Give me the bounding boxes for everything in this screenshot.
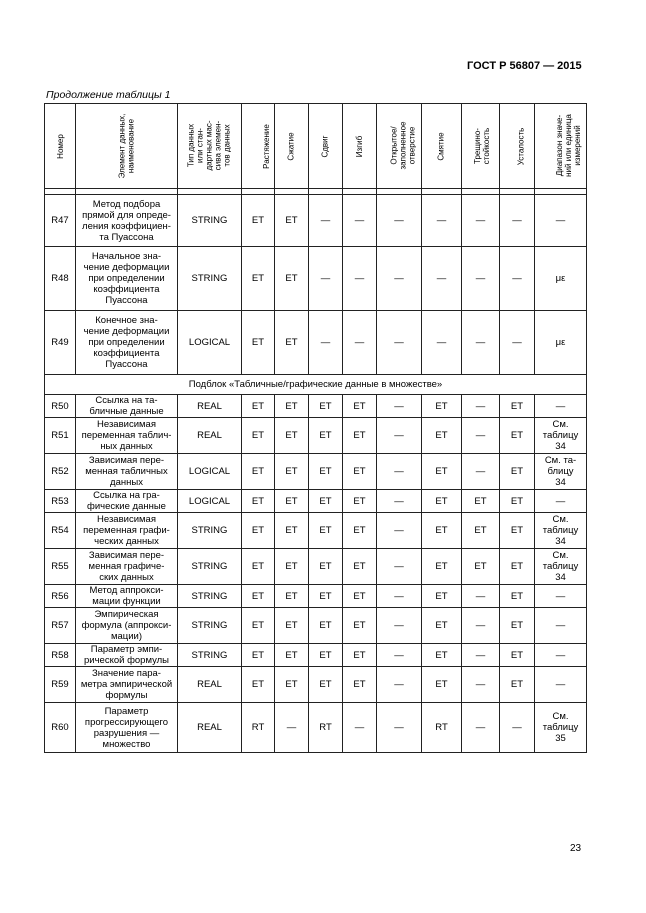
row-number: R60	[45, 703, 76, 753]
test-mark: —	[309, 247, 343, 311]
test-mark: —	[462, 195, 500, 247]
value-range: —	[535, 395, 587, 418]
table-row	[45, 395, 587, 418]
column-header-label: Растяжение	[261, 123, 271, 169]
table-row	[45, 454, 587, 490]
column-header-label: Тип данных или стан- дартных мас- сива элемен- тов данных	[187, 120, 232, 171]
test-mark: ET	[275, 513, 309, 549]
table-row	[45, 247, 587, 311]
test-mark: ET	[242, 490, 275, 513]
test-mark: ET	[343, 513, 377, 549]
test-mark: —	[275, 703, 309, 753]
page-number: 23	[570, 843, 582, 854]
subsection-row	[45, 375, 587, 395]
table-row	[45, 667, 587, 703]
column-header-label: Открытое/ заполненное отверстие	[389, 121, 417, 170]
test-mark: ET	[422, 608, 462, 644]
test-mark: —	[500, 247, 535, 311]
table-row	[45, 195, 587, 247]
test-mark: ET	[343, 418, 377, 454]
column-header	[377, 104, 422, 189]
data-type: LOGICAL	[178, 311, 242, 375]
table-caption: Продолжение таблицы 1	[46, 89, 171, 101]
element-name: Значение пара- метра эмпирической формулы	[76, 667, 178, 703]
row-number: R49	[45, 311, 76, 375]
row-number: R55	[45, 549, 76, 585]
column-header	[178, 104, 242, 189]
test-mark: —	[422, 247, 462, 311]
test-mark: ET	[500, 549, 535, 585]
test-mark: ET	[309, 454, 343, 490]
column-header-label: Изгиб	[354, 135, 364, 157]
test-mark: ET	[275, 195, 309, 247]
element-name: Независимая переменная графи- ческих данных	[76, 513, 178, 549]
test-mark: —	[500, 703, 535, 753]
column-header	[500, 104, 535, 189]
row-number: R50	[45, 395, 76, 418]
row-number: R52	[45, 454, 76, 490]
row-number: R48	[45, 247, 76, 311]
value-range: См. таблицу 34	[535, 418, 587, 454]
data-table	[44, 103, 587, 753]
test-mark: ET	[275, 395, 309, 418]
element-name: Независимая переменная таблич- ных данных	[76, 418, 178, 454]
test-mark: ET	[422, 513, 462, 549]
test-mark: ET	[500, 513, 535, 549]
table-row	[45, 585, 587, 608]
test-mark: ET	[242, 644, 275, 667]
test-mark: —	[462, 644, 500, 667]
row-number: R56	[45, 585, 76, 608]
table-row	[45, 311, 587, 375]
column-header-label: Трещино- стойкость	[473, 127, 492, 164]
test-mark: ET	[343, 490, 377, 513]
test-mark: ET	[343, 395, 377, 418]
test-mark: —	[500, 311, 535, 375]
test-mark: ET	[343, 608, 377, 644]
test-mark: —	[462, 311, 500, 375]
test-mark: ET	[462, 490, 500, 513]
test-mark: —	[343, 311, 377, 375]
table-row	[45, 608, 587, 644]
test-mark: ET	[242, 513, 275, 549]
test-mark: ET	[275, 247, 309, 311]
test-mark: —	[343, 195, 377, 247]
column-header-label: Сжатие	[286, 131, 296, 161]
data-type: STRING	[178, 644, 242, 667]
test-mark: ET	[275, 454, 309, 490]
test-mark: ET	[500, 454, 535, 490]
test-mark: ET	[242, 608, 275, 644]
test-mark: ET	[500, 667, 535, 703]
element-name: Параметр эмпи- рической формулы	[76, 644, 178, 667]
column-header-label: Номер	[55, 133, 65, 159]
column-header	[422, 104, 462, 189]
test-mark: ET	[275, 608, 309, 644]
column-header-label: Смятие	[436, 131, 446, 161]
value-range: —	[535, 667, 587, 703]
column-header-label: Диапазон значе- ний или единица измерений	[554, 114, 582, 177]
test-mark: ET	[242, 195, 275, 247]
test-mark: ET	[242, 667, 275, 703]
table-row	[45, 513, 587, 549]
value-range: με	[535, 311, 587, 375]
test-mark: —	[462, 395, 500, 418]
test-mark: ET	[343, 667, 377, 703]
test-mark: ET	[309, 513, 343, 549]
element-name: Зависимая пере- менная графиче- ских данных	[76, 549, 178, 585]
test-mark: ET	[242, 247, 275, 311]
test-mark: ET	[422, 395, 462, 418]
test-mark: —	[377, 513, 422, 549]
test-mark: —	[377, 549, 422, 585]
test-mark: —	[377, 667, 422, 703]
test-mark: ET	[422, 418, 462, 454]
value-range: См. та- блицу 34	[535, 454, 587, 490]
element-name: Ссылка на та- бличные данные	[76, 395, 178, 418]
test-mark: RT	[309, 703, 343, 753]
element-name: Зависимая пере- менная табличных данных	[76, 454, 178, 490]
data-type: REAL	[178, 418, 242, 454]
data-type: STRING	[178, 195, 242, 247]
element-name: Конечное зна- чение деформации при определении коэффициента Пуассона	[76, 311, 178, 375]
test-mark: —	[500, 195, 535, 247]
test-mark: —	[377, 311, 422, 375]
test-mark: ET	[275, 549, 309, 585]
column-header-label: Элемент данных, наименование	[117, 113, 136, 178]
test-mark: ET	[422, 549, 462, 585]
column-header	[76, 104, 178, 189]
data-type: STRING	[178, 549, 242, 585]
data-type: LOGICAL	[178, 454, 242, 490]
test-mark: ET	[462, 549, 500, 585]
test-mark: ET	[242, 454, 275, 490]
test-mark: ET	[309, 644, 343, 667]
row-number: R59	[45, 667, 76, 703]
column-header	[309, 104, 343, 189]
test-mark: ET	[500, 585, 535, 608]
test-mark: ET	[309, 418, 343, 454]
test-mark: ET	[242, 418, 275, 454]
test-mark: ET	[500, 644, 535, 667]
test-mark: ET	[422, 490, 462, 513]
column-header-label: Усталость	[516, 127, 526, 165]
test-mark: ET	[309, 667, 343, 703]
test-mark: ET	[242, 311, 275, 375]
test-mark: ET	[275, 311, 309, 375]
test-mark: —	[462, 667, 500, 703]
test-mark: —	[462, 247, 500, 311]
data-type: REAL	[178, 395, 242, 418]
test-mark: —	[309, 195, 343, 247]
test-mark: ET	[343, 644, 377, 667]
value-range: —	[535, 644, 587, 667]
table-row	[45, 549, 587, 585]
test-mark: —	[462, 585, 500, 608]
test-mark: ET	[422, 667, 462, 703]
test-mark: —	[377, 195, 422, 247]
element-name: Эмпирическая формула (аппрокси- мации)	[76, 608, 178, 644]
standard-number: ГОСТ Р 56807 — 2015	[467, 60, 582, 72]
test-mark: —	[377, 395, 422, 418]
test-mark: ET	[500, 395, 535, 418]
test-mark: ET	[500, 490, 535, 513]
data-type: STRING	[178, 513, 242, 549]
test-mark: ET	[343, 454, 377, 490]
row-number: R51	[45, 418, 76, 454]
element-name: Метод аппрокси- мации функции	[76, 585, 178, 608]
column-header	[535, 104, 587, 189]
value-range: См. таблицу 34	[535, 549, 587, 585]
column-header	[343, 104, 377, 189]
test-mark: —	[377, 247, 422, 311]
column-header	[462, 104, 500, 189]
value-range: См. таблицу 35	[535, 703, 587, 753]
test-mark: —	[309, 311, 343, 375]
test-mark: —	[462, 703, 500, 753]
value-range: —	[535, 608, 587, 644]
row-number: R54	[45, 513, 76, 549]
test-mark: —	[377, 585, 422, 608]
test-mark: ET	[275, 667, 309, 703]
element-name: Ссылка на гра- фические данные	[76, 490, 178, 513]
test-mark: RT	[242, 703, 275, 753]
test-mark: —	[377, 644, 422, 667]
test-mark: ET	[242, 585, 275, 608]
test-mark: ET	[462, 513, 500, 549]
row-number: R58	[45, 644, 76, 667]
test-mark: —	[422, 195, 462, 247]
data-type: STRING	[178, 247, 242, 311]
test-mark: ET	[343, 549, 377, 585]
test-mark: ET	[309, 608, 343, 644]
element-name: Начальное зна- чение деформации при определении коэффициента Пуассона	[76, 247, 178, 311]
value-range: —	[535, 585, 587, 608]
value-range: —	[535, 490, 587, 513]
test-mark: ET	[422, 644, 462, 667]
element-name: Параметр прогрессирующего разрушения — множество	[76, 703, 178, 753]
test-mark: —	[377, 454, 422, 490]
test-mark: ET	[500, 418, 535, 454]
table-row	[45, 490, 587, 513]
test-mark: —	[462, 454, 500, 490]
test-mark: ET	[242, 395, 275, 418]
test-mark: —	[462, 418, 500, 454]
test-mark: RT	[422, 703, 462, 753]
test-mark: ET	[422, 585, 462, 608]
test-mark: ET	[343, 585, 377, 608]
element-name: Метод подбора прямой для опреде- ления коэффициен- та Пуассона	[76, 195, 178, 247]
test-mark: —	[422, 311, 462, 375]
test-mark: ET	[500, 608, 535, 644]
test-mark: ET	[309, 490, 343, 513]
data-type: LOGICAL	[178, 490, 242, 513]
row-number: R53	[45, 490, 76, 513]
test-mark: ET	[275, 490, 309, 513]
test-mark: ET	[309, 585, 343, 608]
test-mark: —	[343, 703, 377, 753]
test-mark: ET	[309, 549, 343, 585]
row-number: R47	[45, 195, 76, 247]
row-number: R57	[45, 608, 76, 644]
test-mark: ET	[242, 549, 275, 585]
data-type: STRING	[178, 585, 242, 608]
test-mark: ET	[275, 418, 309, 454]
column-header	[242, 104, 275, 189]
test-mark: —	[377, 418, 422, 454]
table-header-row	[45, 104, 587, 189]
test-mark: ET	[275, 644, 309, 667]
column-header-label: Сдвиг	[321, 134, 330, 158]
column-header	[275, 104, 309, 189]
test-mark: ET	[275, 585, 309, 608]
table-row	[45, 703, 587, 753]
data-type: REAL	[178, 667, 242, 703]
value-range: См. таблицу 34	[535, 513, 587, 549]
test-mark: —	[343, 247, 377, 311]
subsection-title: Подблок «Табличные/графические данные в множестве»	[45, 375, 587, 395]
test-mark: —	[462, 608, 500, 644]
value-range: —	[535, 195, 587, 247]
test-mark: —	[377, 490, 422, 513]
test-mark: ET	[422, 454, 462, 490]
data-type: STRING	[178, 608, 242, 644]
test-mark: —	[377, 608, 422, 644]
column-header	[45, 104, 76, 189]
test-mark: ET	[309, 395, 343, 418]
table-row	[45, 644, 587, 667]
table-row	[45, 418, 587, 454]
value-range: με	[535, 247, 587, 311]
data-type: REAL	[178, 703, 242, 753]
test-mark: —	[377, 703, 422, 753]
